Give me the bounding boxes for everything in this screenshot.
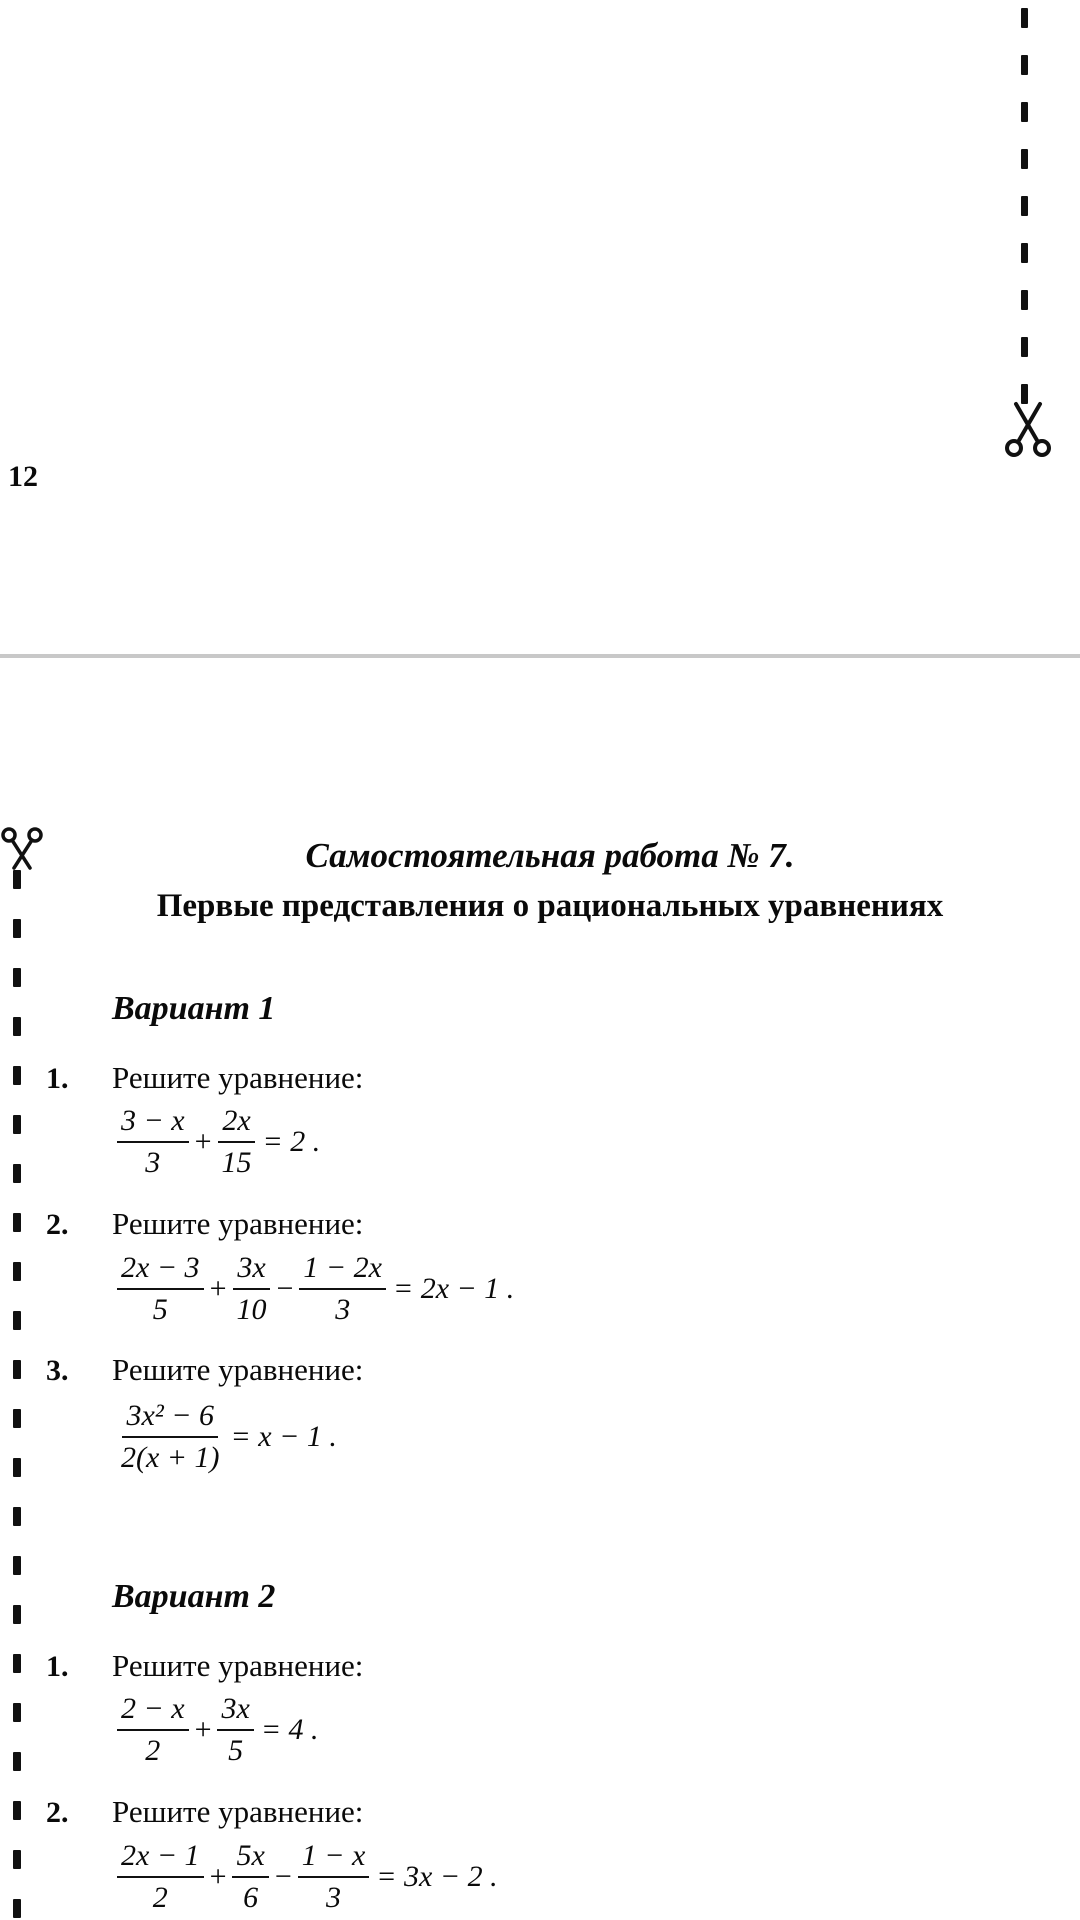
page-subtitle: Первые представления о рациональных уравнениях xyxy=(156,888,944,924)
denominator: 2 xyxy=(152,1880,168,1914)
numerator: 2 − x xyxy=(117,1693,189,1731)
fraction xyxy=(117,1840,204,1913)
cut-dash xyxy=(1021,102,1028,122)
denominator: 2(x + 1) xyxy=(121,1440,220,1474)
numerator: 2x − 3 xyxy=(117,1252,204,1290)
numerator: 3 − x xyxy=(117,1105,189,1143)
fraction xyxy=(117,1252,204,1325)
denominator: 10 xyxy=(236,1292,267,1326)
fraction xyxy=(117,1400,224,1473)
equation xyxy=(114,1105,320,1178)
page-separator xyxy=(0,654,1080,658)
cut-dash xyxy=(13,1409,21,1428)
equation xyxy=(114,1840,498,1913)
fraction xyxy=(217,1693,253,1766)
cut-dash xyxy=(13,1703,21,1722)
cut-dash xyxy=(13,1556,21,1575)
cut-dash xyxy=(13,1801,21,1820)
cut-dash xyxy=(13,1458,21,1477)
denominator: 3 xyxy=(326,1880,342,1914)
variant-heading: Вариант 1 xyxy=(112,990,276,1027)
page-title: Самостоятельная работа № 7. xyxy=(305,836,795,875)
cut-dash xyxy=(13,1213,21,1232)
operator: + xyxy=(209,1271,227,1305)
task-text: Решите уравнение: xyxy=(112,1206,364,1241)
task-number: 1. xyxy=(46,1650,69,1683)
page-number: 12 xyxy=(8,460,38,493)
denominator: 6 xyxy=(243,1880,259,1914)
numerator: 2x − 1 xyxy=(117,1840,204,1878)
numerator: 3x² − 6 xyxy=(122,1400,218,1438)
fraction xyxy=(117,1105,189,1178)
denominator: 5 xyxy=(152,1292,168,1326)
cut-dash xyxy=(1021,149,1028,169)
cut-dash xyxy=(13,1066,21,1085)
task-text: Решите уравнение: xyxy=(112,1648,364,1683)
numerator: 3x xyxy=(217,1693,253,1731)
fraction xyxy=(117,1693,189,1766)
cut-dash xyxy=(1021,337,1028,357)
cut-dash xyxy=(1021,196,1028,216)
task-text: Решите уравнение: xyxy=(112,1352,364,1387)
fraction xyxy=(299,1252,386,1325)
scissors-icon xyxy=(998,400,1058,460)
cut-dash xyxy=(13,1752,21,1771)
operator: − xyxy=(274,1859,292,1893)
equation-rhs: = 3x − 2 . xyxy=(376,1859,498,1893)
cut-dash xyxy=(13,1605,21,1624)
task-text: Решите уравнение: xyxy=(112,1060,364,1095)
cut-dash xyxy=(1021,243,1028,263)
equation-rhs: = 4 . xyxy=(260,1712,319,1746)
cut-dash xyxy=(13,1115,21,1134)
cut-dash xyxy=(13,1311,21,1330)
operator: + xyxy=(209,1859,227,1893)
numerator: 3x xyxy=(233,1252,269,1290)
task-number: 2. xyxy=(46,1208,69,1241)
denominator: 3 xyxy=(335,1292,351,1326)
numerator: 5x xyxy=(232,1840,268,1878)
denominator: 15 xyxy=(221,1145,252,1179)
equation-rhs: = x − 1 . xyxy=(230,1419,337,1453)
cut-dash xyxy=(13,968,21,987)
variant-heading: Вариант 2 xyxy=(112,1578,276,1615)
numerator: 1 − x xyxy=(298,1840,370,1878)
cut-dash xyxy=(1021,8,1028,28)
cut-dash xyxy=(1021,290,1028,310)
cut-dash xyxy=(13,1017,21,1036)
denominator: 3 xyxy=(145,1145,161,1179)
task-number: 1. xyxy=(46,1062,69,1095)
task-number: 3. xyxy=(46,1354,69,1387)
equation xyxy=(114,1400,337,1473)
operator: + xyxy=(194,1124,212,1158)
cut-dash xyxy=(13,1850,21,1869)
operator: − xyxy=(276,1271,294,1305)
cut-dash xyxy=(13,1507,21,1526)
task-number: 2. xyxy=(46,1796,69,1829)
cut-dash xyxy=(13,1654,21,1673)
numerator: 2x xyxy=(218,1105,254,1143)
denominator: 2 xyxy=(145,1733,161,1767)
fraction xyxy=(217,1105,255,1178)
fraction xyxy=(298,1840,370,1913)
cut-dash xyxy=(13,1262,21,1281)
fraction xyxy=(232,1840,268,1913)
numerator: 1 − 2x xyxy=(299,1252,386,1290)
cut-dash xyxy=(13,1164,21,1183)
fraction xyxy=(232,1252,270,1325)
cut-dash xyxy=(13,1899,21,1918)
cut-dash xyxy=(13,1360,21,1379)
task-text: Решите уравнение: xyxy=(112,1794,364,1829)
equation-rhs: = 2x − 1 . xyxy=(392,1271,515,1305)
cut-dash xyxy=(1021,55,1028,75)
equation xyxy=(114,1252,514,1325)
equation-rhs: = 2 . xyxy=(262,1124,321,1158)
equation xyxy=(114,1693,319,1766)
denominator: 5 xyxy=(228,1733,244,1767)
operator: + xyxy=(194,1712,212,1746)
